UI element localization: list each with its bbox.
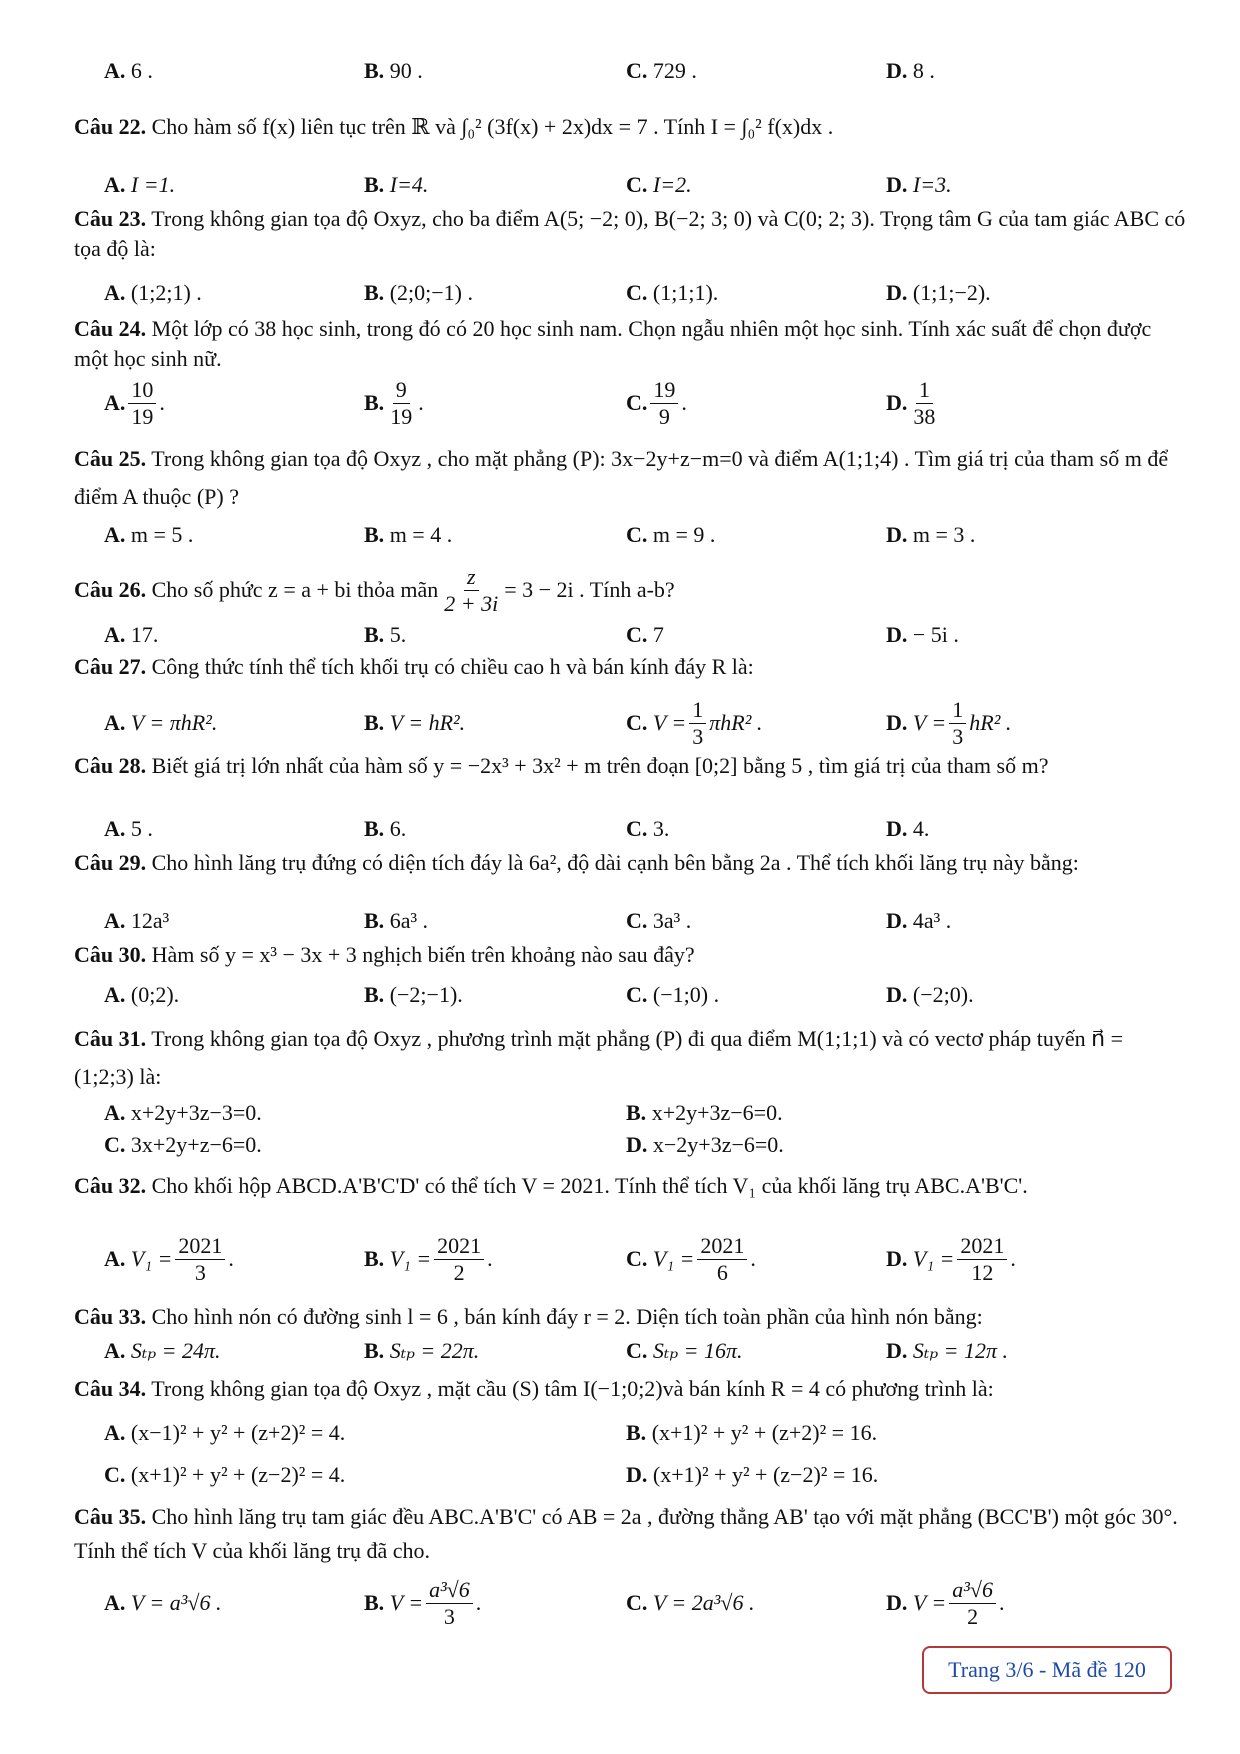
option-text: (x+1)² + y² + (z+2)² = 16. <box>651 1420 878 1445</box>
option-label: B. <box>364 390 385 415</box>
option-label: C. <box>626 710 648 735</box>
q33-options <box>0 1334 1240 1368</box>
option-label: A. <box>104 390 126 415</box>
option-label: A. <box>104 816 126 841</box>
option-label: A. <box>104 1100 126 1125</box>
q34-option-b <box>626 1416 877 1450</box>
option-label: D. <box>886 522 908 547</box>
question-text: Cho hình lăng trụ tam giác đều ABC.A'B'C' có AB = 2a , đường thẳng AB' tạo với mặt phẳng (BCC'B') một góc 30°. Tính thể tích V của khối lăng trụ đã cho. <box>74 1504 1178 1563</box>
q22-option-c <box>626 168 692 202</box>
option-label: D. <box>626 1462 648 1487</box>
q21-option-b <box>364 54 423 88</box>
option-text: (−1;0) . <box>652 982 720 1007</box>
fraction-denominator: 6 <box>716 1259 728 1285</box>
option-label: B. <box>626 1100 647 1125</box>
option-label: B. <box>364 280 385 305</box>
fraction-denominator: 3 <box>194 1259 206 1285</box>
fraction <box>175 1233 225 1286</box>
option-label: D. <box>626 1132 648 1157</box>
q25-option-d <box>886 518 975 552</box>
option-tail: . <box>228 1246 234 1271</box>
q24-option-a <box>104 370 165 436</box>
q22-options <box>0 168 1240 202</box>
q26-option-d <box>886 618 959 652</box>
option-label: B. <box>364 58 385 83</box>
q27-option-d <box>886 690 1011 756</box>
option-text: I =1. <box>130 172 176 197</box>
q34-option-c <box>104 1458 345 1492</box>
q31-options-row1 <box>0 1096 1240 1130</box>
option-label: D. <box>886 908 908 933</box>
option-tail: . <box>998 1590 1005 1615</box>
fraction <box>426 1577 473 1630</box>
q25-stem <box>74 440 1186 516</box>
option-label: B. <box>364 1246 385 1271</box>
q27-option-c <box>626 690 762 756</box>
option-label: D. <box>886 816 908 841</box>
q32-stem <box>74 1170 1186 1202</box>
option-label: A. <box>104 908 126 933</box>
question-number: Câu 26. <box>74 577 147 602</box>
option-text: 5. <box>389 622 407 647</box>
q34-options-row1 <box>0 1416 1240 1450</box>
option-text: (x−1)² + y² + (z+2)² = 4. <box>130 1420 346 1445</box>
option-label: D. <box>886 622 908 647</box>
question-text: Trong không gian tọa độ Oxyz , cho mặt phẳng (P): 3x−2y+z−m=0 và điểm A(1;1;4) . Tìm giá trị của tham số m để điểm A thuộc (P) ? <box>74 446 1169 509</box>
option-label: B. <box>364 522 385 547</box>
option-label: B. <box>364 710 385 735</box>
option-text: Sₜₚ = 22π. <box>389 1338 480 1363</box>
option-label: D. <box>886 1590 908 1615</box>
fraction-denominator: 3 <box>443 1603 455 1629</box>
question-number: Câu 33. <box>74 1304 147 1329</box>
fraction-numerator: 2021 <box>434 1233 484 1260</box>
option-text: 6 . <box>130 58 153 83</box>
option-text: − 5i . <box>912 622 959 647</box>
option-label: C. <box>626 1246 648 1271</box>
option-text: (0;2). <box>130 982 180 1007</box>
q28-options <box>0 812 1240 846</box>
option-label: C. <box>626 1590 648 1615</box>
option-text: x+2y+3z−6=0. <box>651 1100 783 1125</box>
option-label: D. <box>886 710 908 735</box>
q22-option-b <box>364 168 428 202</box>
q26-options <box>0 618 1240 652</box>
option-text: (−2;0). <box>912 982 974 1007</box>
option-text: m = 3 . <box>912 522 976 547</box>
q32-options <box>0 1226 1240 1292</box>
option-text: 17. <box>130 622 159 647</box>
question-text: Cho khối hộp ABCD.A'B'C'D' có thể tích V = 2021. Tính thể tích V₁ của khối lăng trụ ABC.A'B'C'. <box>151 1173 1028 1198</box>
q28-option-c <box>626 812 669 846</box>
q30-option-b <box>364 978 463 1012</box>
option-prefix: V = <box>912 710 947 735</box>
fraction-numerator: 1 <box>689 697 706 724</box>
option-text: 90 . <box>389 58 423 83</box>
option-text: m = 4 . <box>389 522 453 547</box>
option-text: 8 . <box>912 58 935 83</box>
fraction <box>697 1233 747 1286</box>
option-tail: . <box>418 390 424 415</box>
q29-option-c <box>626 904 691 938</box>
fraction-numerator: 2021 <box>697 1233 747 1260</box>
q34-option-d <box>626 1458 878 1492</box>
q30-options <box>0 978 1240 1012</box>
question-text: Trong không gian tọa độ Oxyz , phương trình mặt phẳng (P) đi qua điểm M(1;1;1) và có vectơ pháp tuyến n⃗ = (1;2;3) là: <box>74 1026 1123 1089</box>
q28-option-a <box>104 812 153 846</box>
q21-option-c <box>626 54 697 88</box>
option-label: D. <box>886 58 908 83</box>
option-label: D. <box>886 1338 908 1363</box>
option-text: (x+1)² + y² + (z−2)² = 16. <box>652 1462 879 1487</box>
q21-option-d <box>886 54 935 88</box>
option-label: D. <box>886 982 908 1007</box>
option-text: Sₜₚ = 24π. <box>130 1338 221 1363</box>
q32-option-a <box>104 1226 234 1292</box>
option-text: m = 9 . <box>652 522 716 547</box>
option-text: m = 5 . <box>130 522 194 547</box>
question-number: Câu 25. <box>74 446 147 471</box>
q25-options <box>0 518 1240 552</box>
option-text: (1;1;−2). <box>912 280 991 305</box>
q30-stem <box>74 940 1186 970</box>
option-label: C. <box>626 172 648 197</box>
q24-option-b <box>364 370 424 436</box>
option-label: D. <box>886 1246 908 1271</box>
q27-option-b <box>364 690 465 756</box>
fraction-denominator: 3 <box>952 723 964 749</box>
q23-options <box>0 276 1240 310</box>
question-number: Câu 28. <box>74 753 147 778</box>
q24-option-c <box>626 370 687 436</box>
fraction-denominator: 2 <box>967 1603 979 1629</box>
option-text: x−2y+3z−6=0. <box>652 1132 784 1157</box>
question-number: Câu 32. <box>74 1173 147 1198</box>
option-prefix: V₁ = <box>652 1246 695 1271</box>
option-label: D. <box>886 390 908 415</box>
option-text: (2;0;−1) . <box>389 280 473 305</box>
option-tail: . <box>1010 1246 1016 1271</box>
option-label: C. <box>626 1338 648 1363</box>
fraction <box>957 1233 1007 1286</box>
option-label: C. <box>104 1132 126 1157</box>
q31-option-b <box>626 1096 783 1130</box>
option-text: 7 <box>652 622 664 647</box>
option-prefix: V₁ = <box>912 1246 955 1271</box>
option-text: I=4. <box>389 172 429 197</box>
q29-option-a <box>104 904 169 938</box>
fraction-numerator: 9 <box>393 377 410 404</box>
option-text: x+2y+3z−3=0. <box>130 1100 262 1125</box>
q21-options <box>0 54 1240 88</box>
option-text: (x+1)² + y² + (z−2)² = 4. <box>130 1462 346 1487</box>
option-label: B. <box>364 816 385 841</box>
option-prefix: V = <box>912 1590 947 1615</box>
option-label: C. <box>626 390 648 415</box>
fraction-denominator: 38 <box>913 403 936 429</box>
option-label: B. <box>364 1590 385 1615</box>
question-text: Hàm số y = x³ − 3x + 3 nghịch biến trên khoảng nào sau đây? <box>151 942 695 967</box>
option-text: 4. <box>912 816 930 841</box>
fraction <box>441 564 501 617</box>
q24-options <box>0 370 1240 436</box>
option-label: B. <box>364 622 385 647</box>
question-number: Câu 22. <box>74 114 147 139</box>
fraction-denominator: 19 <box>131 403 154 429</box>
q27-stem <box>74 652 1186 682</box>
option-label: A. <box>104 280 126 305</box>
fraction-denominator: 12 <box>971 1259 994 1285</box>
q33-option-d <box>886 1334 1008 1368</box>
option-text: I=2. <box>652 172 692 197</box>
q23-option-d <box>886 276 991 310</box>
q29-stem <box>74 848 1186 878</box>
q33-stem <box>74 1302 1186 1332</box>
fraction-denominator: 2 <box>453 1259 465 1285</box>
option-label: A. <box>104 522 126 547</box>
option-label: C. <box>626 522 648 547</box>
option-text: V = πhR². <box>130 710 218 735</box>
q34-options-row2 <box>0 1458 1240 1492</box>
question-text: Một lớp có 38 học sinh, trong đó có 20 học sinh nam. Chọn ngẫu nhiên một học sinh. Tính xác suất để chọn được một học sinh nữ. <box>74 316 1152 371</box>
option-text: 3. <box>652 816 670 841</box>
q26-option-c <box>626 618 664 652</box>
option-tail: . <box>487 1246 493 1271</box>
option-label: C. <box>626 622 648 647</box>
option-label: D. <box>886 172 908 197</box>
fraction <box>387 377 415 430</box>
q30-option-c <box>626 978 719 1012</box>
option-label: D. <box>886 280 908 305</box>
option-prefix: V = <box>389 1590 424 1615</box>
q34-option-a <box>104 1416 345 1450</box>
q31-option-a <box>104 1096 262 1130</box>
fraction-numerator: z <box>464 564 479 591</box>
fraction <box>689 697 706 750</box>
option-text: V = hR². <box>389 710 466 735</box>
q29-option-b <box>364 904 428 938</box>
q31-option-c <box>104 1128 262 1162</box>
option-tail: . <box>475 1590 482 1615</box>
question-number: Câu 29. <box>74 850 147 875</box>
fraction-numerator: 1 <box>916 377 933 404</box>
question-text: Trong không gian tọa độ Oxyz , mặt cầu (S) tâm I(−1;0;2)và bán kính R = 4 có phương trình là: <box>151 1376 994 1401</box>
option-text: 12a³ <box>130 908 170 933</box>
q35-option-d <box>886 1570 1004 1636</box>
option-text: (1;2;1) . <box>130 280 202 305</box>
q21-option-a <box>104 54 153 88</box>
option-text: 5 . <box>130 816 153 841</box>
option-tail: hR² . <box>969 710 1012 735</box>
option-label: B. <box>364 982 385 1007</box>
option-label: A. <box>104 622 126 647</box>
option-text: 6a³ . <box>389 908 429 933</box>
option-text: Sₜₚ = 12π . <box>912 1338 1008 1363</box>
q24-option-d <box>886 370 941 436</box>
q28-option-b <box>364 812 406 846</box>
option-label: A. <box>104 172 126 197</box>
fraction <box>434 1233 484 1286</box>
option-label: B. <box>364 1338 385 1363</box>
question-text: Biết giá trị lớn nhất của hàm số y = −2x³ + 3x² + m trên đoạn [0;2] bằng 5 , tìm giá trị của tham số m? <box>151 753 1049 778</box>
q22-option-a <box>104 168 175 202</box>
q33-option-c <box>626 1334 742 1368</box>
option-prefix: V = <box>652 710 687 735</box>
option-tail: . <box>159 390 165 415</box>
option-label: C. <box>626 58 648 83</box>
q35-option-b <box>364 1570 481 1636</box>
option-text: (−2;−1). <box>389 982 463 1007</box>
option-prefix: V₁ = <box>389 1246 432 1271</box>
q22-option-d <box>886 168 952 202</box>
q29-options <box>0 904 1240 938</box>
q30-option-d <box>886 978 974 1012</box>
option-tail: πhR² . <box>709 710 763 735</box>
option-label: B. <box>364 908 385 933</box>
option-label: C. <box>626 982 648 1007</box>
option-text: 6. <box>389 816 407 841</box>
option-label: A. <box>104 982 126 1007</box>
q32-option-d <box>886 1226 1016 1292</box>
option-label: A. <box>104 1420 126 1445</box>
question-text: Cho hàm số f(x) liên tục trên ℝ và ∫₀² (3f(x) + 2x)dx = 7 . Tính I = ∫₀² f(x)dx . <box>151 114 834 139</box>
fraction <box>949 697 966 750</box>
fraction-denominator: 9 <box>658 403 670 429</box>
fraction <box>650 377 678 430</box>
q26-option-a <box>104 618 158 652</box>
option-label: C. <box>626 816 648 841</box>
fraction-numerator: a³√6 <box>426 1577 473 1604</box>
question-number: Câu 31. <box>74 1026 147 1051</box>
fraction-numerator: a³√6 <box>949 1577 996 1604</box>
question-number: Câu 35. <box>74 1504 147 1529</box>
fraction <box>128 377 156 430</box>
q31-options-row2 <box>0 1128 1240 1162</box>
q27-option-a <box>104 690 217 756</box>
question-text: Trong không gian tọa độ Oxyz, cho ba điểm A(5; −2; 0), B(−2; 3; 0) và C(0; 2; 3). Trọng tâm G của tam giác ABC có tọa độ là: <box>74 206 1186 261</box>
q32-option-b <box>364 1226 493 1292</box>
q33-option-b <box>364 1334 479 1368</box>
option-tail: . <box>750 1246 756 1271</box>
option-label: C. <box>626 280 648 305</box>
q34-stem <box>74 1374 1186 1404</box>
option-text: Sₜₚ = 16π. <box>652 1338 743 1363</box>
q26-stem <box>74 560 1186 620</box>
q31-stem <box>74 1020 1186 1096</box>
question-text-tail: = 3 − 2i . Tính a-b? <box>504 577 675 602</box>
q23-option-c <box>626 276 718 310</box>
option-label: A. <box>104 710 126 735</box>
question-number: Câu 27. <box>74 654 147 679</box>
q33-option-a <box>104 1334 220 1368</box>
option-text: I=3. <box>912 172 952 197</box>
fraction <box>910 377 938 430</box>
q26-option-b <box>364 618 406 652</box>
option-label: A. <box>104 58 126 83</box>
option-label: C. <box>626 908 648 933</box>
q31-option-d <box>626 1128 784 1162</box>
q29-option-d <box>886 904 951 938</box>
q30-option-a <box>104 978 179 1012</box>
q25-option-b <box>364 518 452 552</box>
q32-option-c <box>626 1226 756 1292</box>
option-text: 3a³ . <box>652 908 692 933</box>
q35-stem <box>74 1500 1186 1568</box>
option-label: A. <box>104 1590 126 1615</box>
option-text: (1;1;1). <box>652 280 719 305</box>
option-prefix: V₁ = <box>130 1246 173 1271</box>
q35-options <box>0 1570 1240 1636</box>
fraction <box>949 1577 996 1630</box>
fraction-numerator: 10 <box>128 377 156 404</box>
question-text: Cho hình lăng trụ đứng có diện tích đáy là 6a², độ dài cạnh bên bằng 2a . Thể tích khối lăng trụ này bằng: <box>151 850 1079 875</box>
option-text: V = a³√6 . <box>130 1590 222 1615</box>
question-text: Cho số phức z = a + bi thỏa mãn <box>151 577 439 602</box>
q35-option-c <box>626 1570 754 1636</box>
q23-stem <box>74 204 1186 264</box>
fraction-numerator: 19 <box>650 377 678 404</box>
option-text: 729 . <box>652 58 697 83</box>
option-text: 4a³ . <box>912 908 952 933</box>
q25-option-a <box>104 518 193 552</box>
q22-stem <box>74 112 1186 142</box>
q28-stem <box>74 748 1186 784</box>
q23-option-a <box>104 276 202 310</box>
fraction-denominator: 2 + 3i <box>444 590 499 616</box>
fraction-numerator: 1 <box>949 697 966 724</box>
fraction-denominator: 3 <box>692 723 704 749</box>
q25-option-c <box>626 518 715 552</box>
option-label: B. <box>364 172 385 197</box>
question-text: Công thức tính thể tích khối trụ có chiều cao h và bán kính đáy R là: <box>151 654 754 679</box>
option-text: 3x+2y+z−6=0. <box>130 1132 262 1157</box>
q24-stem <box>74 314 1186 374</box>
q35-option-a <box>104 1570 221 1636</box>
question-number: Câu 34. <box>74 1376 147 1401</box>
fraction-denominator: 19 <box>390 403 413 429</box>
option-tail: . <box>681 390 687 415</box>
option-text: V = 2a³√6 . <box>652 1590 755 1615</box>
option-label: B. <box>626 1420 647 1445</box>
option-label: C. <box>104 1462 126 1487</box>
question-number: Câu 30. <box>74 942 147 967</box>
fraction-numerator: 2021 <box>957 1233 1007 1260</box>
q27-options <box>0 690 1240 756</box>
page-footer-badge: Trang 3/6 - Mã đề 120 <box>922 1646 1172 1694</box>
question-number: Câu 23. <box>74 206 147 231</box>
question-number: Câu 24. <box>74 316 147 341</box>
question-text: Cho hình nón có đường sinh l = 6 , bán kính đáy r = 2. Diện tích toàn phần của hình nón bằng: <box>151 1304 983 1329</box>
q23-option-b <box>364 276 473 310</box>
q28-option-d <box>886 812 929 846</box>
option-label: A. <box>104 1338 126 1363</box>
option-label: A. <box>104 1246 126 1271</box>
fraction-numerator: 2021 <box>175 1233 225 1260</box>
